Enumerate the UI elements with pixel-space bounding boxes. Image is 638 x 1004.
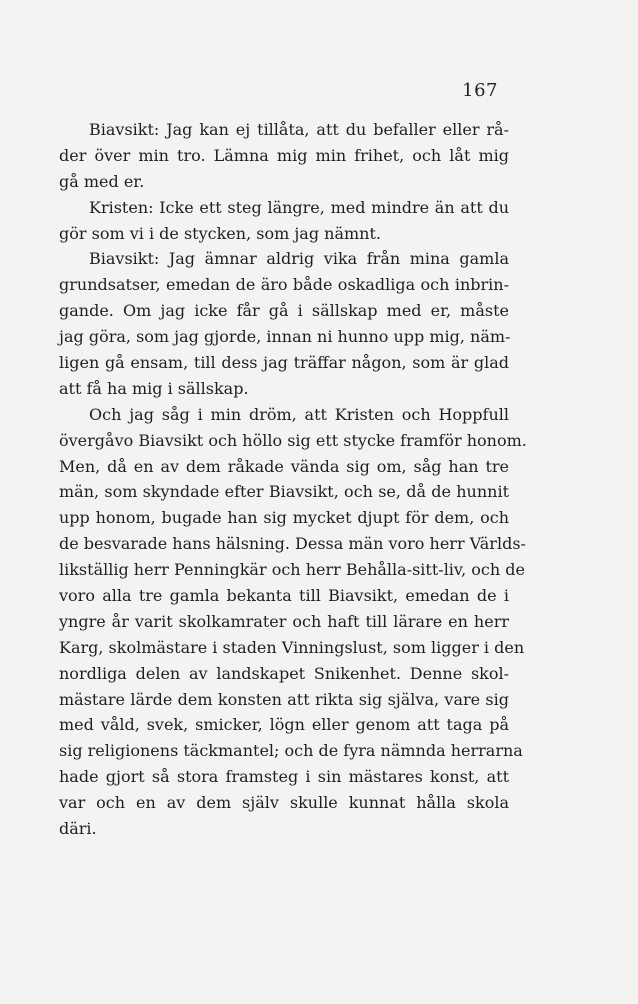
text-line: Biavsikt: Jag ämnar aldrig vika från mina gamla: [89, 249, 509, 269]
text-line: att få ha mig i sällskap.: [59, 378, 249, 398]
text-line: likställig herr Penningkär och herr Behålla-sitt-liv, och de: [59, 560, 525, 580]
text-line: yngre år varit skolkamrater och haft till lärare en herr: [59, 611, 509, 631]
text-line: med våld, svek, smicker, lögn eller genom att taga på: [59, 715, 509, 735]
text-line: Karg, skolmästare i staden Vinningslust, som ligger i den: [59, 637, 525, 657]
text-line: grundsatser, emedan de äro både oskadliga och inbrin-: [59, 275, 509, 295]
paragraph: [59, 195, 509, 247]
text-line: hade gjort så stora framsteg i sin mästares konst, att: [59, 767, 509, 787]
text-line: däri.: [59, 819, 97, 839]
text-line: mästare lärde dem konsten att rikta sig själva, vare sig: [59, 689, 509, 709]
text-line: Och jag såg i min dröm, att Kristen och Hoppfull: [89, 404, 509, 424]
text-line: gande. Om jag icke får gå i sällskap med er, måste: [59, 301, 509, 321]
text-line: jag göra, som jag gjorde, innan ni hunno upp mig, näm-: [59, 327, 511, 347]
paragraph: [59, 117, 509, 195]
text-line: sig religionens täckmantel; och de fyra nämnda herrarna: [59, 741, 523, 761]
body-text: [59, 117, 527, 842]
page-number: 167: [462, 80, 498, 101]
text-line: ligen gå ensam, till dess jag träffar någon, som är glad: [59, 353, 509, 373]
text-line: övergåvo Biavsikt och höllo sig ett stycke framför honom.: [59, 430, 527, 450]
paragraph: [59, 246, 511, 401]
text-line: upp honom, bugade han sig mycket djupt för dem, och: [59, 508, 509, 528]
text-line: nordliga delen av landskapet Snikenhet. Denne skol-: [59, 663, 509, 683]
text-line: var och en av dem själv skulle kunnat hålla skola: [59, 793, 509, 813]
text-line: Biavsikt: Jag kan ej tillåta, att du befaller eller rå-: [89, 120, 509, 139]
text-line: gå med er.: [59, 171, 145, 191]
text-line: gör som vi i de stycken, som jag nämnt.: [59, 223, 381, 243]
text-line: der över min tro. Lämna mig min frihet, och låt mig: [59, 145, 509, 165]
text-line: voro alla tre gamla bekanta till Biavsikt, emedan de i: [59, 586, 509, 606]
text-line: Men, då en av dem råkade vända sig om, såg han tre: [59, 456, 509, 476]
text-line: Kristen: Icke ett steg längre, med mindre än att du: [89, 197, 509, 217]
text-line: de besvarade hans hälsning. Dessa män voro herr Världs-: [59, 534, 526, 554]
paragraph: [59, 402, 527, 842]
text-line: män, som skyndade efter Biavsikt, och se, då de hunnit: [59, 482, 509, 502]
